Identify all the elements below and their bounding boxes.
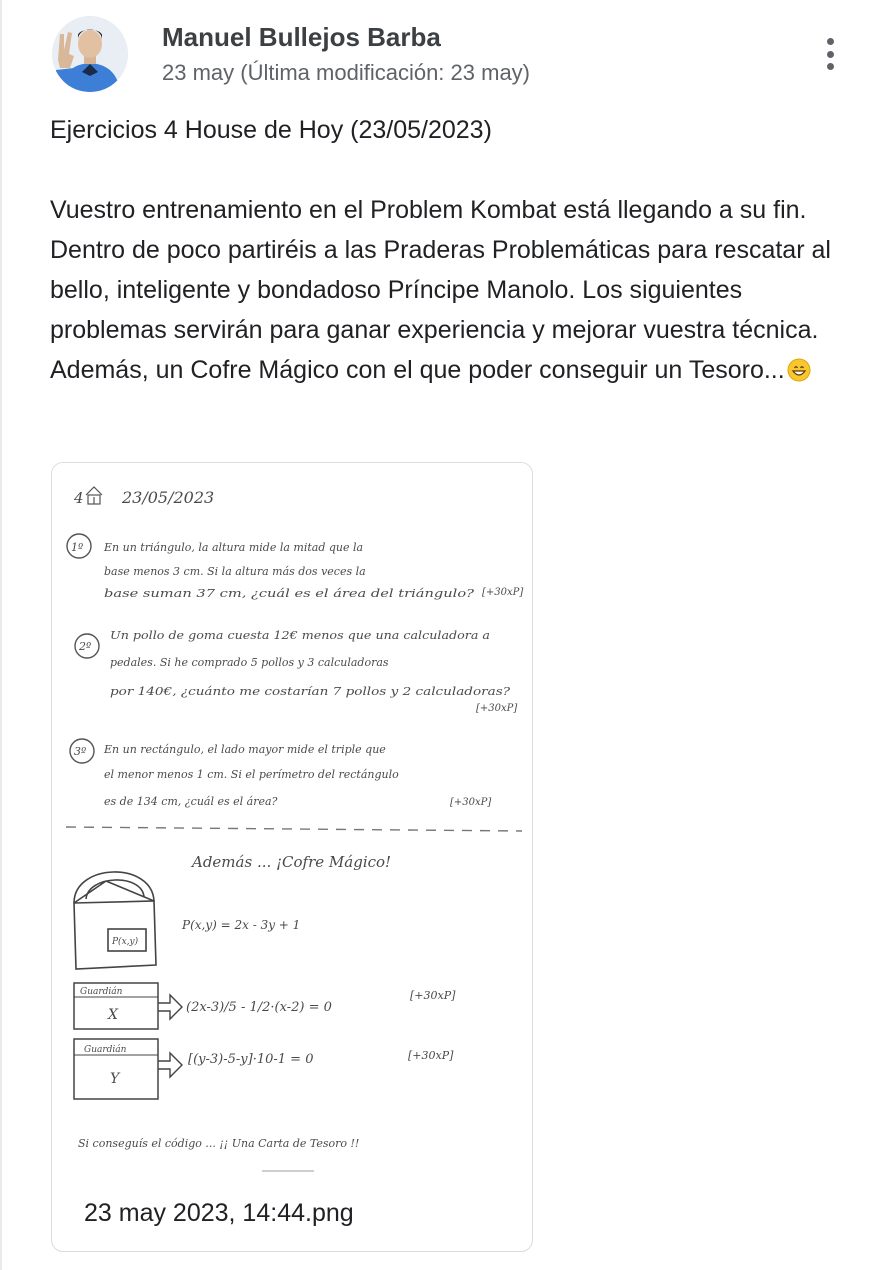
arrow-right-icon: [158, 995, 182, 1019]
problem-1-line-2: base menos 3 cm. Si la altura más dos veces la: [104, 565, 366, 578]
treasure-chest-icon: [74, 872, 156, 969]
problem-3-line-2: el menor menos 1 cm. Si el perímetro del rectángulo: [104, 768, 399, 781]
attachment-card[interactable]: [51, 462, 533, 1252]
problem-1-line-1: En un triángulo, la altura mide la mitad que la: [104, 541, 364, 554]
problem-1-points: [+30xP]: [482, 587, 524, 598]
left-border: [0, 0, 2, 1270]
equation-y-points: [+30xP]: [408, 1049, 454, 1062]
header-date: 23/05/2023: [122, 488, 215, 507]
grinning-face-emoji-icon: [787, 358, 811, 382]
handwritten-worksheet-image: [52, 463, 531, 1175]
chest-label: P(x,y): [112, 937, 139, 947]
dashed-divider: [66, 827, 522, 831]
house-icon: [86, 487, 102, 504]
avatar-image: [52, 16, 128, 92]
problem-1-number: 1º: [71, 541, 84, 554]
equation-x: (2x-3)/5 - 1/2·(x-2) = 0: [186, 1000, 332, 1015]
arrow-right-icon-2: [158, 1053, 182, 1077]
problem-3-points: [+30xP]: [450, 797, 492, 808]
problem-3-line-1: En un rectángulo, el lado mayor mide el triple que: [104, 743, 386, 756]
post-body: [50, 190, 862, 390]
problem-1-line-3: base suman 37 cm, ¿cuál es el área del triángulo?: [104, 587, 475, 600]
more-options-icon[interactable]: [812, 34, 848, 74]
polynomial: P(x,y) = 2x - 3y + 1: [182, 918, 301, 932]
author-avatar[interactable]: [52, 16, 128, 92]
guardian-x-variable: X: [108, 1007, 118, 1023]
problem-2-number: 2º: [79, 640, 92, 653]
author-name: Manuel Bullejos Barba: [162, 22, 441, 52]
post-date: 23 may (Última modificación: 23 may): [162, 60, 531, 85]
chest-title: Además ... ¡Cofre Mágico!: [192, 853, 392, 871]
problem-2-line-2: pedales. Si he comprado 5 pollos y 3 calculadoras: [110, 656, 389, 669]
problem-2-line-1: Un pollo de goma cuesta 12€ menos que una calculadora a: [110, 629, 490, 642]
guardian-x-label: Guardián: [80, 987, 123, 997]
problem-2-points: [+30xP]: [476, 703, 518, 714]
problem-2-line-3: por 140€, ¿cuánto me costarían 7 pollos y 2 calculadoras?: [110, 685, 511, 698]
equation-y: [(y-3)-5-y]·10-1 = 0: [188, 1052, 314, 1067]
problem-3-line-3: es de 134 cm, ¿cuál es el área?: [104, 795, 278, 808]
attachment-thumbnail: [52, 463, 531, 1175]
equation-x-points: [+30xP]: [410, 989, 456, 1002]
post-body-text: Vuestro entrenamiento en el Problem Kombat está llegando a su fin. Dentro de poco partiréis a las Praderas Problemáticas para rescatar al bello, inteligente y bondadoso Príncipe Manolo. Los siguientes problemas servirán para ganar experiencia y mejorar vuestra técnica. Además, un Cofre Mágico con el que poder conseguir un Tesoro...: [50, 196, 831, 384]
header-number: 4: [74, 489, 84, 507]
problem-3-number: 3º: [74, 745, 87, 758]
attachment-file-name: 23 may 2023, 14:44.png: [84, 1199, 354, 1227]
worksheet-footer: Si conseguís el código ... ¡¡ Una Carta de Tesoro !!: [78, 1137, 360, 1150]
guardian-y-label: Guardián: [84, 1045, 127, 1055]
post-title: Ejercicios 4 House de Hoy (23/05/2023): [50, 116, 492, 144]
guardian-y-variable: Y: [110, 1071, 120, 1087]
